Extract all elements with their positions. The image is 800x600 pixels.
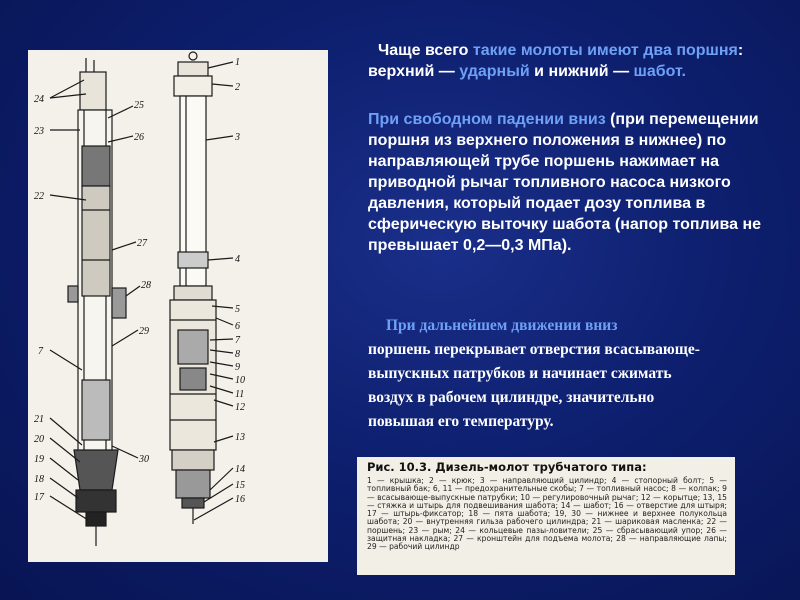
fig-label: 21 [34, 414, 44, 425]
fig-label: 12 [235, 402, 245, 413]
fig-label: 25 [134, 100, 144, 111]
hammer-drawing [28, 50, 328, 562]
piston-head [82, 146, 110, 186]
top-cap-left [80, 72, 106, 110]
caption-legend: 1 — крышка; 2 — крюк; 3 — направляющий цилиндр; 4 — стопорный болт; 5 — топливный бак; 6, 11 — предохранительные скобы; 7 — топливный насос; 8 — колпак; 9 — всасывающе-выпускные патрубки; 10 — регулировочный рычаг; 12 — корытце; 13, 15 — стяжка и штырь для подвешивания шабота; 14 — шабот; 16 — отверстие для штыря; 17 — штырь-фиксатор; 18 — пята шабота; 19, 30 — нижнее и верхнее полукольца шабота; 20 — внутренняя гильза рабочего цилиндра; 21 — шариковая масленка; 22 — поршень; 23 — рым; 24 — кольцевые пазы-ловители; 25 — сбрасывающий упор; 26 — защитная накладка; 27 — кронштейн для подъема молота; 28 — направляющие лапы; 29 — рабочий цилиндр [367, 476, 727, 552]
figure-caption [357, 457, 735, 575]
fig-label: 11 [235, 389, 245, 400]
fig-label: 13 [235, 432, 245, 443]
fig-label: 10 [235, 375, 245, 386]
fig-label: 28 [141, 280, 151, 291]
fig-label: 8 [235, 349, 240, 360]
fig-label: 22 [34, 191, 44, 202]
fig-label: 26 [134, 132, 144, 143]
fig-label: 29 [139, 326, 149, 337]
fig-label: 18 [34, 474, 44, 485]
fig-label: 15 [235, 480, 245, 491]
paragraph-free-fall: При свободном падении вниз (при перемещении поршня из верхнего положения в нижнее) по направляющей трубе поршень нажимает на приводной рычаг топливного насоса низкого давления, который подает дозу топлива в сферическую выточку шабота (напор топлива не превышает 0,2—0,3 МПа). [368, 111, 762, 254]
fig-label: 24 [34, 94, 44, 105]
fig-label: 20 [34, 434, 44, 445]
cover-right [178, 62, 208, 76]
fig-label: 9 [235, 362, 240, 373]
diesel-hammer-figure [28, 50, 328, 562]
paragraph-pistons: Чаще всего такие молоты имеют два поршня: верхний — ударный и нижний — шабот. [368, 42, 744, 80]
caption-title: Рис. 10.3. Дизель-молот трубчатого типа: [367, 460, 647, 474]
fig-label: 5 [235, 304, 240, 315]
fig-label: 19 [34, 454, 44, 465]
fig-label: 14 [235, 464, 245, 475]
fig-label: 23 [34, 126, 44, 137]
fig-label: 6 [235, 321, 240, 332]
fig-label: 7 [38, 346, 43, 357]
fig-label: 4 [235, 254, 240, 265]
fig-label: 30 [139, 454, 149, 465]
fig-label: 7 [235, 335, 240, 346]
paragraph-further-motion: При дальнейшем движении вниз поршень перекрывает отверстия всасывающе-выпускных патрубков и начинает сжимать воздух в рабочем цилиндре, значительно повышая его температуру. [368, 317, 700, 430]
fig-label: 1 [235, 57, 240, 68]
fig-label: 2 [235, 82, 240, 93]
piston-body [82, 186, 110, 296]
fig-label: 3 [235, 132, 240, 143]
fig-label: 17 [34, 492, 44, 503]
fig-label: 27 [137, 238, 147, 249]
fig-label: 16 [235, 494, 245, 505]
